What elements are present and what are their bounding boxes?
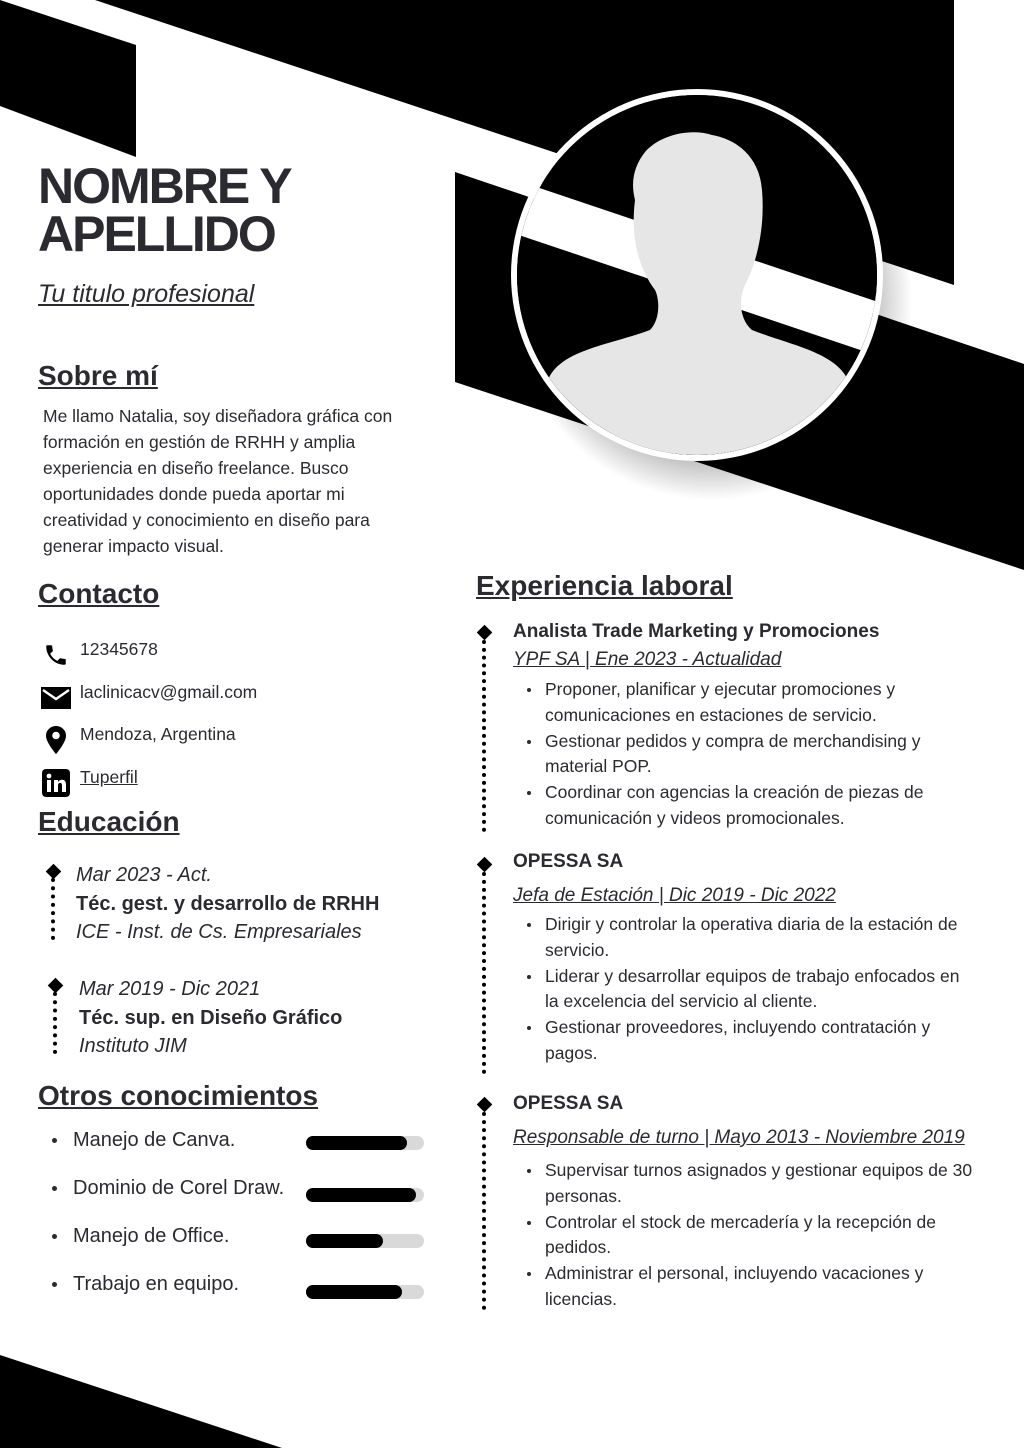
- education-school: Instituto JIM: [79, 1035, 187, 1057]
- education-dates: Mar 2019 - Dic 2021: [79, 978, 261, 1000]
- skill-level-bar: [306, 1234, 424, 1248]
- skill-level-bar: [306, 1188, 424, 1202]
- contact-linkedin[interactable]: [40, 768, 138, 798]
- bullet-icon: [52, 1138, 57, 1143]
- email-address[interactable]: laclinicacv@gmail.com: [80, 681, 258, 702]
- job-title: OPESSA SA: [513, 1093, 624, 1114]
- bottom-left-black-stripe: [0, 1355, 282, 1448]
- phone-icon: [40, 640, 72, 670]
- job-bullet: Coordinar con agencias la creación de piezas de comunicación y videos promocionales.: [525, 780, 975, 832]
- linkedin-icon: [40, 768, 72, 798]
- skill-label: Manejo de Canva.: [73, 1129, 236, 1151]
- job-bullet: Controlar el stock de mercadería y la recepción de pedidos.: [525, 1210, 975, 1262]
- professional-title: Tu titulo profesional: [38, 280, 255, 308]
- education-item-2: [79, 975, 342, 1061]
- job-bullet: Liderar y desarrollar equipos de trabajo enfocados en la excelencia del servicio al cliente.: [525, 964, 975, 1016]
- skill-item: [52, 1129, 235, 1152]
- education-school: ICE - Inst. de Cs. Empresariales: [76, 921, 362, 943]
- skill-level-fill: [306, 1285, 402, 1299]
- job-bullet: Supervisar turnos asignados y gestionar equipos de 30 personas.: [525, 1158, 975, 1210]
- skill-level-bar: [306, 1285, 424, 1299]
- skill-label: Manejo de Office.: [73, 1225, 230, 1247]
- job-bullets: [525, 677, 975, 832]
- contact-phone: [40, 640, 158, 670]
- education-degree: Téc. gest. y desarrollo de RRHH: [76, 892, 380, 915]
- skill-item: [52, 1273, 239, 1296]
- job-title: Analista Trade Marketing y Promociones: [513, 621, 880, 642]
- bullet-icon: [52, 1282, 57, 1287]
- education-dates: Mar 2023 - Act.: [76, 864, 212, 886]
- location-pin-icon: [40, 725, 72, 755]
- skill-level-fill: [306, 1234, 383, 1248]
- skill-level-fill: [306, 1136, 407, 1150]
- job-title: OPESSA SA: [513, 851, 624, 872]
- skill-level-bar: [306, 1136, 424, 1150]
- about-heading: Sobre mí: [38, 360, 158, 391]
- job-timeline-2: [482, 872, 486, 1074]
- job-company-dates: Jefa de Estación | Dic 2019 - Dic 2022: [513, 885, 836, 906]
- skill-label: Trabajo en equipo.: [73, 1273, 240, 1295]
- skill-item: [52, 1177, 284, 1200]
- job-timeline-3: [482, 1112, 486, 1310]
- job-bullet: Administrar el personal, incluyendo vacaciones y licencias.: [525, 1261, 975, 1313]
- education-timeline-1: [51, 878, 55, 940]
- contact-heading: Contacto: [38, 578, 160, 609]
- skill-item: [52, 1225, 229, 1248]
- contact-email: [40, 683, 257, 713]
- job-bullet: Proponer, planificar y ejecutar promociones y comunicaciones en estaciones de servicio.: [525, 677, 975, 729]
- bullet-icon: [52, 1186, 57, 1191]
- education-heading: Educación: [38, 806, 180, 837]
- linkedin-link[interactable]: Tuperfil: [80, 766, 138, 787]
- job-timeline-1: [482, 640, 486, 832]
- full-name: NOMBRE Y APELLIDO: [38, 158, 290, 262]
- experience-heading: Experiencia laboral: [476, 570, 733, 601]
- job-company-dates: YPF SA | Ene 2023 - Actualidad: [513, 649, 782, 670]
- mail-icon: [40, 683, 72, 713]
- skill-label: Dominio de Corel Draw.: [73, 1177, 285, 1199]
- education-item-1: [76, 861, 379, 947]
- bullet-icon: [52, 1234, 57, 1239]
- about-text: Me llamo Natalia, soy diseñadora gráfica con formación en gestión de RRHH y amplia experiencia en diseño freelance. Busco oportunidades donde pueda aportar mi creatividad y conocimiento en diseño para generar impacto visual.: [43, 406, 393, 556]
- job-company-dates: Responsable de turno | Mayo 2013 - Noviembre 2019: [513, 1127, 965, 1148]
- job-bullets: [525, 1158, 975, 1313]
- education-timeline-2: [53, 992, 57, 1054]
- top-left-black-stripe: [0, 0, 136, 157]
- job-bullet: Gestionar pedidos y compra de merchandising y material POP.: [525, 729, 975, 781]
- skill-level-fill: [306, 1188, 416, 1202]
- job-bullet: Dirigir y controlar la operativa diaria de la estación de servicio.: [525, 912, 975, 964]
- location-text: Mendoza, Argentina: [80, 723, 236, 744]
- contact-location: [40, 725, 236, 755]
- education-degree: Téc. sup. en Diseño Gráfico: [79, 1006, 343, 1029]
- phone-number: 12345678: [80, 638, 158, 659]
- job-bullets: [525, 912, 975, 1067]
- job-bullet: Gestionar proveedores, incluyendo contratación y pagos.: [525, 1015, 975, 1067]
- skills-heading: Otros conocimientos: [38, 1080, 319, 1111]
